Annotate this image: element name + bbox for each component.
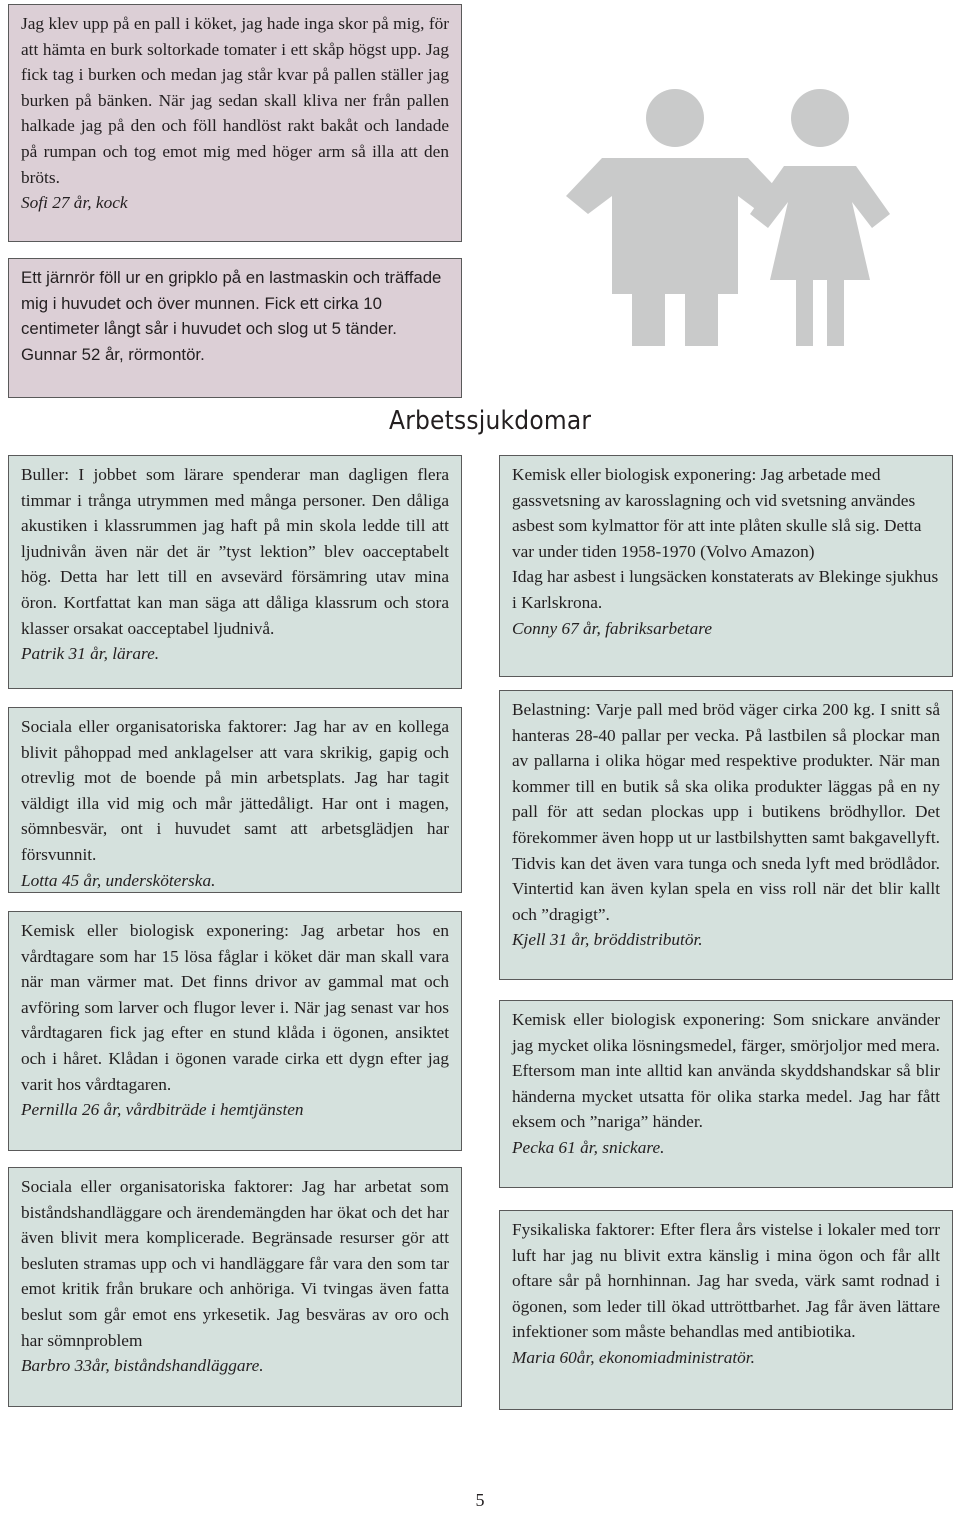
story-box-kjell <box>499 690 953 980</box>
story-box-patrik <box>8 455 462 689</box>
story-box-maria <box>499 1210 953 1410</box>
story-box-gunnar <box>8 258 462 398</box>
story-text: Sociala eller organisatoriska faktorer: Jag har arbetat som biståndshandläggare och ärendemängden har ökat och det har även blivit mera komplicerade. Begränsade resurser gör att besluten stramas upp och vi handläggare får vara den som tar emot kritik från brukare och anhöriga. Vi tvingas även fatta beslut som går emot ens yrkesetik. Jag besväras av oro och har sömnproblem <box>21 1177 449 1350</box>
story-signature: Pernilla 26 år, vårdbiträde i hemtjänsten <box>21 1100 304 1120</box>
story-text: Jag klev upp på en pall i köket, jag hade inga skor på mig, för att hämta en burk soltorkade tomater i ett skåp högst upp. Jag fick tag i burken och medan jag står kvar på pallen ställer jag burken på bänken. När jag sedan skall kliva ner från pallen halkade jag på den och föll handlöst rakt bakåt och landade på rumpan och tog emot mig med höger arm så illa att den bröts. <box>21 14 449 187</box>
story-text: Kemisk eller biologisk exponering: Jag arbetade med gassvetsning av karosslagning och vid svetsning användes asbest som kylmattor för att inte plåten skulle slå sig. Detta var under tiden 1958-1970 (Volvo Amazon) Idag har asbest i lungsäcken konstaterats av Blekinge sjukhus i Karlskrona. <box>512 465 939 612</box>
story-box-barbro <box>8 1167 462 1407</box>
story-text: Fysikaliska faktorer: Efter flera års vistelse i lokaler med torr luft har jag nu blivit extra känslig i mina ögon och får allt oftare sår på hornhinnan. Jag har sveda, värk samt rodnad i ögonen, som leder till ökad uttröttbarhet. Jag får även lättare infektioner som måste behandlas med antibiotika. <box>512 1220 940 1342</box>
page-number: 5 <box>475 1490 485 1510</box>
story-signature: Pecka 61 år, snickare. <box>512 1137 665 1157</box>
story-box-sofi <box>8 4 462 242</box>
section-title: Arbetssjukdomar <box>389 406 592 436</box>
story-signature: Kjell 31 år, bröddistributör. <box>512 930 703 950</box>
story-signature: Conny 67 år, fabriksarbetare <box>512 618 713 638</box>
story-signature: Lotta 45 år, undersköterska. <box>21 870 216 890</box>
story-signature: Maria 60år, ekonomiadministratör. <box>512 1347 755 1367</box>
story-box-pecka <box>499 1000 953 1188</box>
story-text: Belastning: Varje pall med bröd väger cirka 200 kg. I snitt så hanteras 28-40 pallar per vecka. På lastbilen så plockar man av pallarna i olika högar med respektive produkter. När man kommer till en butik så ska olika produkter läggas på en ny pall för att sedan plockas upp i butikens brödhyllor. Det förekommer även hopp ut ur lastbilshytten samt bakgavellyft. Tidvis kan det även vara tunga och sneda lyft med brödlådor. Vintertid kan även kylan spela en viss roll när det blir kallt och ”dragigt”. <box>512 700 940 924</box>
story-text: Kemisk eller biologisk exponering: Jag arbetar hos en vårdtagare som har 15 lösa fåglar i köket där man skall vara när man värmer mat. Det finns drivor av gammal mat och avföring som larver och flugor lever i. När jag senast var hos vårdtagaren fick jag efter en stund klåda i ögonen, ansiktet och i håret. Klådan i ögonen varade cirka ett dygn efter jag varit hos vårdtagaren. <box>21 921 449 1094</box>
story-text: Kemisk eller biologisk exponering: Som snickare använder jag mycket olika lösningsmedel, färger, smörjoljor med mera. Eftersom man inte alltid kan använda skyddshandskar så blir händerna mycket utsatta för olika starka medel. Jag har fått eksem och ”nariga” händer. <box>512 1010 940 1132</box>
man-and-woman-figures-icon <box>562 88 902 353</box>
story-text: Ett järnrör föll ur en gripklo på en lastmaskin och träffade mig i huvudet och över munnen. Fick ett cirka 10 centimeter långt sår i huvudet och slog ut 5 tänder. Gunnar 52 år, rörmontör. <box>21 268 442 364</box>
story-signature: Patrik 31 år, lärare. <box>21 644 160 664</box>
story-signature: Barbro 33år, biståndshandläggare. <box>21 1356 264 1376</box>
story-box-pernilla <box>8 911 462 1151</box>
story-box-lotta <box>8 707 462 893</box>
story-text: Sociala eller organisatoriska faktorer: Jag har av en kollega blivit påhoppad med anklagelser att vara skrikig, gapig och otrevlig mot de boende på min arbetsplats. Jag har tagit väldigt illa vid mig och mår jättedåligt. Har ont i magen, sömnbesvär, ont i huvudet samt att arbetsglädjen har försvunnit. <box>21 717 449 864</box>
story-box-conny <box>499 455 953 677</box>
story-signature: Sofi 27 år, kock <box>21 193 128 213</box>
story-text: Buller: I jobbet som lärare spenderar man dagligen flera timmar i trånga utrymmen med många personer. Den dåliga akustiken i klassrummen jag haft på min skola ledde till att ljudnivån även när det är ”tyst lektion” blev oacceptabelt hög. Detta har lett till en avsevärd försämring utav mina öron. Kortfattat kan man säga att dåliga klassrum och stora klasser orsakat oacceptabel ljudnivå. <box>21 465 449 638</box>
